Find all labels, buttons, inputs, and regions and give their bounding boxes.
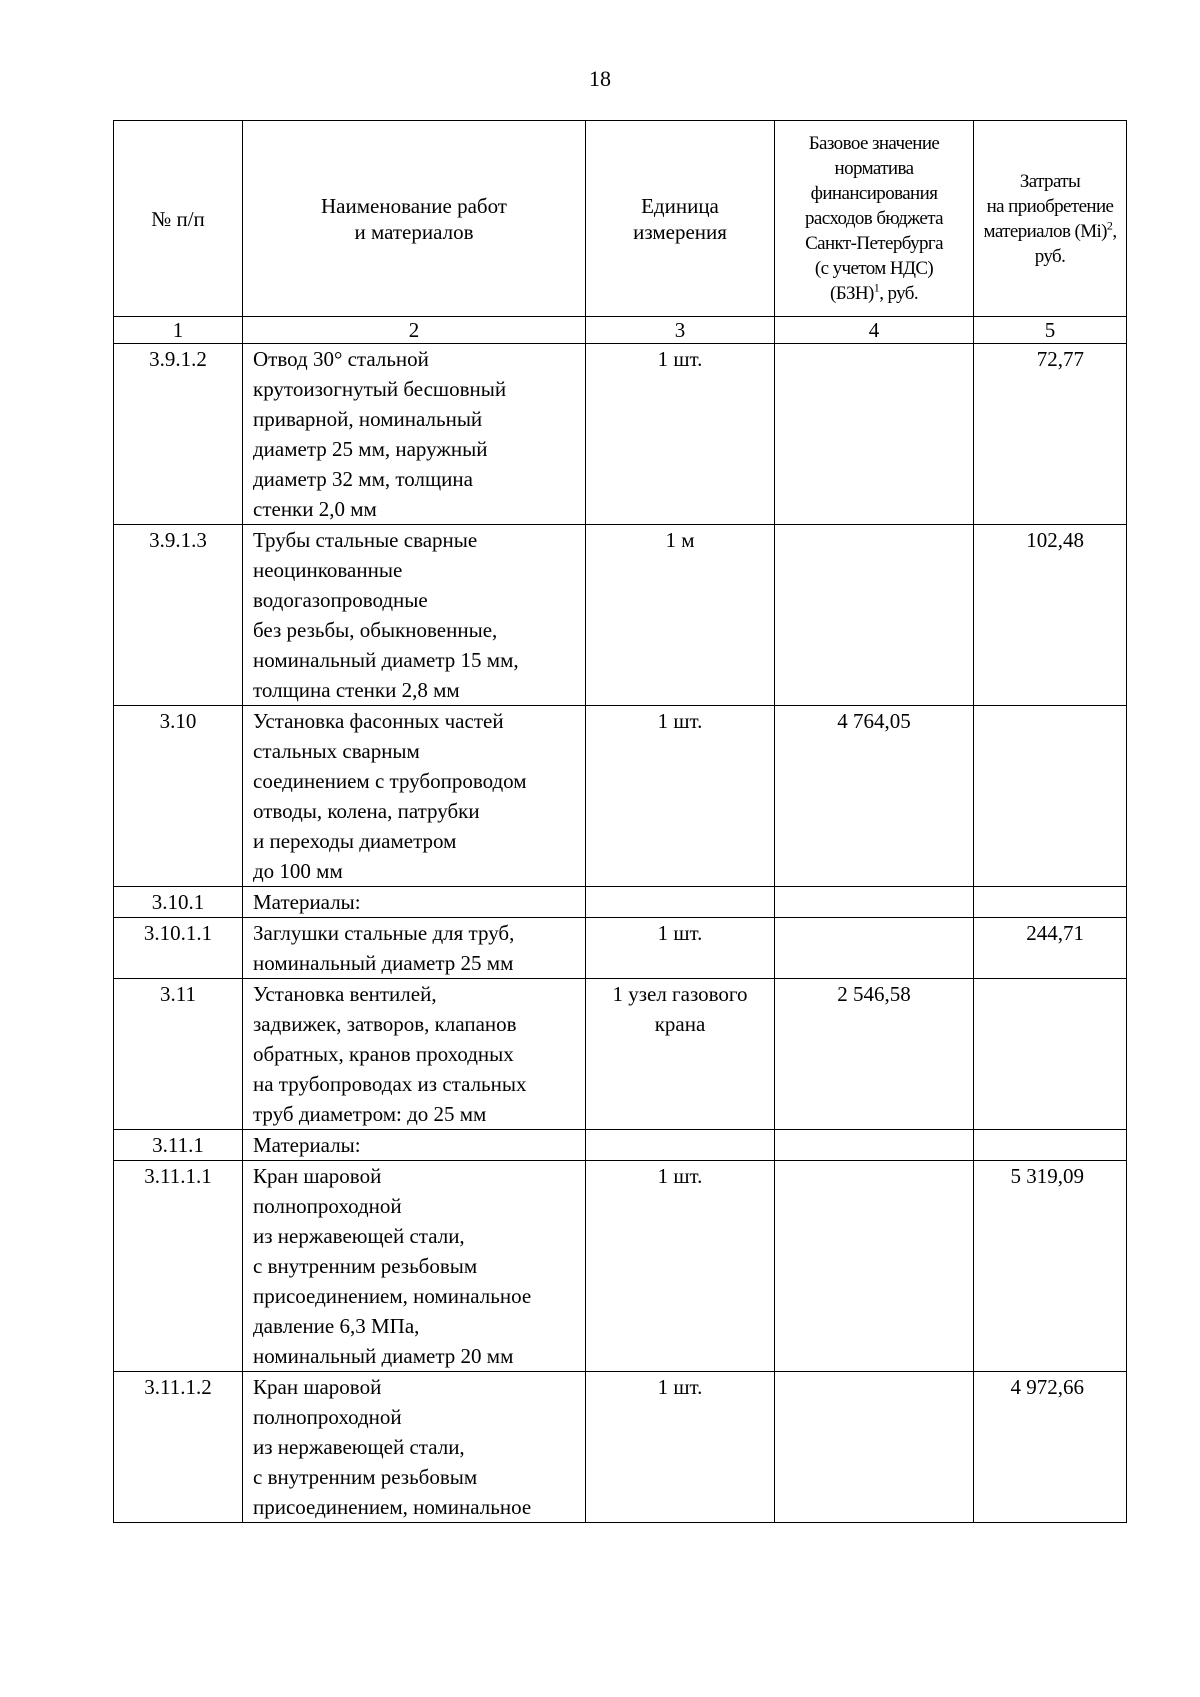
work-name-line: стенки 2,0 мм xyxy=(253,497,377,521)
work-name-line: стальных сварным xyxy=(253,739,420,763)
work-name-line: обратных, кранов проходных xyxy=(253,1042,514,1066)
unit-line: 1 м xyxy=(665,528,695,552)
column-number: 3 xyxy=(586,317,775,344)
work-name-line: номинальный диаметр 20 мм xyxy=(253,1344,514,1368)
work-name xyxy=(243,1372,586,1523)
row-number: 3.11 xyxy=(114,979,243,1130)
row-number: 3.10.1.1 xyxy=(114,918,243,979)
unit-line: 1 шт. xyxy=(657,1375,703,1399)
norms-table xyxy=(113,120,1127,1523)
header-unit-line: Единица xyxy=(641,193,719,218)
unit-line: 1 шт. xyxy=(657,921,703,945)
work-name xyxy=(243,887,586,918)
unit-line: 1 узел газового xyxy=(612,982,748,1006)
row-number: 3.11.1.1 xyxy=(114,1161,243,1372)
unit-line: крана xyxy=(654,1012,706,1036)
unit xyxy=(586,525,775,706)
work-name-line: труб диаметром: до 25 мм xyxy=(253,1102,487,1126)
work-name-line: из нержавеющей стали, xyxy=(253,1224,465,1248)
work-name-line: номинальный диаметр 25 мм xyxy=(253,951,514,975)
work-name-line: с внутренним резьбовым xyxy=(253,1254,478,1278)
work-name-line: диаметр 32 мм, толщина xyxy=(253,467,473,491)
table-row xyxy=(114,344,1127,525)
material-cost xyxy=(974,887,1127,918)
work-name-line: Заглушки стальные для труб, xyxy=(253,921,515,945)
work-name xyxy=(243,1130,586,1161)
work-name-line: Кран шаровой xyxy=(253,1164,382,1188)
header-name-line: и материалов xyxy=(354,219,474,244)
table-row xyxy=(114,887,1127,918)
row-number: 3.9.1.2 xyxy=(114,344,243,525)
header-unit-line: измерения xyxy=(633,219,727,244)
work-name-line: Материалы: xyxy=(253,1133,361,1157)
work-name-line: полнопроходной xyxy=(253,1194,402,1218)
material-cost: 102,48 xyxy=(974,525,1127,706)
table-row xyxy=(114,525,1127,706)
bzn-value xyxy=(775,1161,974,1372)
table-row xyxy=(114,706,1127,887)
unit xyxy=(586,1161,775,1372)
material-cost: 244,71 xyxy=(974,918,1127,979)
work-name-line: до 100 мм xyxy=(253,859,343,883)
footnote-2-marker: 2 xyxy=(1106,218,1113,233)
work-name-line: приварной, номинальный xyxy=(253,407,483,431)
work-name-line: отводы, колена, патрубки xyxy=(253,799,480,823)
unit-line: 1 шт. xyxy=(657,1164,703,1188)
work-name xyxy=(243,979,586,1130)
table-header-row xyxy=(114,121,1127,317)
row-number: 3.11.1.2 xyxy=(114,1372,243,1523)
column-number: 1 xyxy=(114,317,243,344)
unit xyxy=(586,1130,775,1161)
bzn-value xyxy=(775,344,974,525)
column-number-row xyxy=(114,317,1127,344)
work-name-line: толщина стенки 2,8 мм xyxy=(253,678,460,702)
work-name-line: присоединением, номинальное xyxy=(253,1284,532,1308)
unit xyxy=(586,918,775,979)
row-number: 3.10 xyxy=(114,706,243,887)
bzn-value xyxy=(775,525,974,706)
work-name-line: полнопроходной xyxy=(253,1405,402,1429)
unit xyxy=(586,706,775,887)
header-bzn: Базовое значение норматива финансирования расходов бюджета Санкт-Петербурга (с учетом НДС) (БЗН)$^1$, руб. xyxy=(775,121,974,317)
table-row xyxy=(114,1130,1127,1161)
column-number: 2 xyxy=(243,317,586,344)
row-number: 3.11.1 xyxy=(114,1130,243,1161)
material-cost: 4 972,66 xyxy=(974,1372,1127,1523)
work-name-line: с внутренним резьбовым xyxy=(253,1465,478,1489)
table-row xyxy=(114,918,1127,979)
header-name-line: Наименование работ xyxy=(321,193,507,218)
material-cost xyxy=(974,1130,1127,1161)
bzn-value xyxy=(775,887,974,918)
row-number: 3.9.1.3 xyxy=(114,525,243,706)
work-name xyxy=(243,1161,586,1372)
work-name xyxy=(243,344,586,525)
footnote-1-marker: 1 xyxy=(873,280,880,295)
header-number: № п/п xyxy=(114,121,243,317)
work-name-line: из нержавеющей стали, xyxy=(253,1435,465,1459)
work-name-line: номинальный диаметр 15 мм, xyxy=(253,648,519,672)
work-name-line: без резьбы, обыкновенные, xyxy=(253,618,498,642)
bzn-value xyxy=(775,1372,974,1523)
table-row xyxy=(114,979,1127,1130)
column-number: 4 xyxy=(775,317,974,344)
unit-line: 1 шт. xyxy=(657,709,703,733)
row-number: 3.10.1 xyxy=(114,887,243,918)
table-row xyxy=(114,1372,1127,1523)
bzn-value: 2 546,58 xyxy=(775,979,974,1130)
header-unit xyxy=(586,121,775,317)
unit xyxy=(586,887,775,918)
unit-line: 1 шт. xyxy=(657,347,703,371)
table-body xyxy=(114,344,1127,1523)
work-name-line: Установка фасонных частей xyxy=(253,709,504,733)
bzn-value xyxy=(775,918,974,979)
work-name-line: и переходы диаметром xyxy=(253,829,457,853)
bzn-value xyxy=(775,1130,974,1161)
material-cost: 5 319,09 xyxy=(974,1161,1127,1372)
work-name-line: Установка вентилей, xyxy=(253,982,437,1006)
unit xyxy=(586,979,775,1130)
work-name-line: крутоизогнутый бесшовный xyxy=(253,377,507,401)
work-name-line: диаметр 25 мм, наружный xyxy=(253,437,488,461)
header-cost: Затраты на приобретение материалов $(Mi)^2$, руб. xyxy=(974,121,1127,317)
material-cost: 72,77 xyxy=(974,344,1127,525)
column-number: 5 xyxy=(974,317,1127,344)
table-row xyxy=(114,1161,1127,1372)
work-name-line: водогазопроводные xyxy=(253,588,428,612)
unit xyxy=(586,1372,775,1523)
work-name-line: на трубопроводах из стальных xyxy=(253,1072,527,1096)
material-cost xyxy=(974,706,1127,887)
work-name-line: Кран шаровой xyxy=(253,1375,382,1399)
work-name xyxy=(243,706,586,887)
work-name-line: давление 6,3 МПа, xyxy=(253,1314,420,1338)
work-name-line: Отвод 30° стальной xyxy=(253,347,429,371)
bzn-value: 4 764,05 xyxy=(775,706,974,887)
work-name-line: задвижек, затворов, клапанов xyxy=(253,1012,517,1036)
work-name-line: присоединением, номинальное xyxy=(253,1495,532,1519)
work-name-line: Трубы стальные сварные xyxy=(253,528,478,552)
work-name xyxy=(243,918,586,979)
work-name-line: Материалы: xyxy=(253,890,361,914)
unit xyxy=(586,344,775,525)
page-number: 18 xyxy=(589,66,611,91)
header-name xyxy=(243,121,586,317)
work-name-line: неоцинкованные xyxy=(253,558,403,582)
material-cost xyxy=(974,979,1127,1130)
work-name-line: соединением с трубопроводом xyxy=(253,769,527,793)
work-name xyxy=(243,525,586,706)
